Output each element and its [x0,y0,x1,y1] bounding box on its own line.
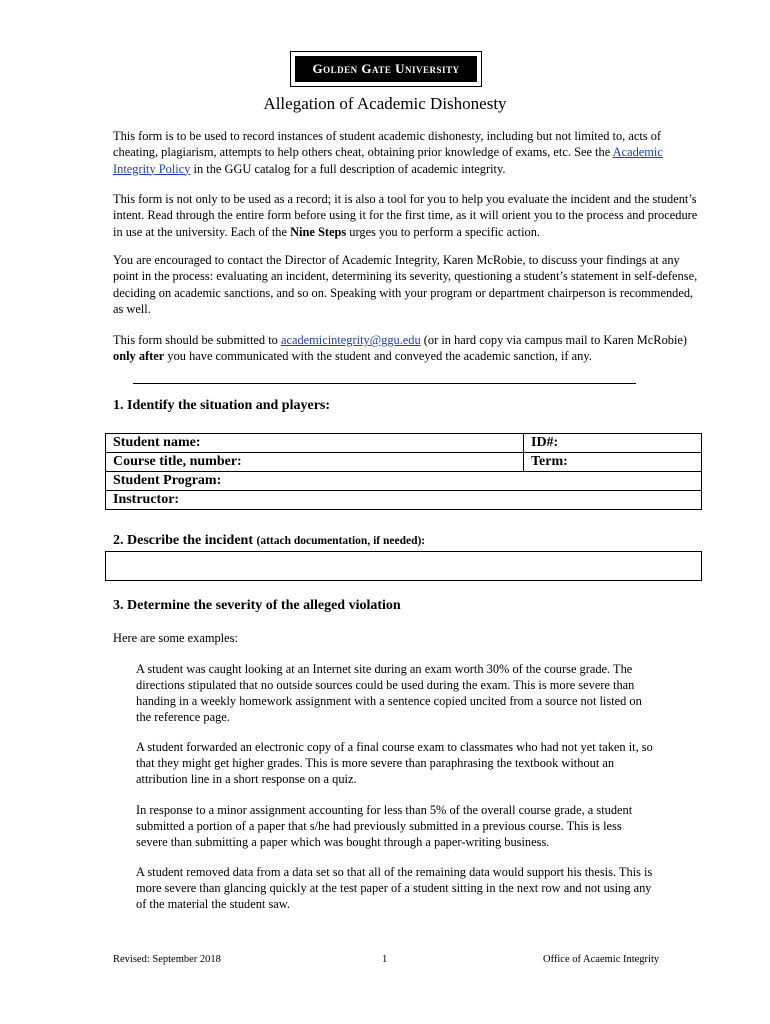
course-field[interactable]: Course title, number: [106,453,524,472]
academic-integrity-policy-link[interactable]: Academic Integrity Policy [113,145,663,176]
incident-description-box[interactable] [105,551,702,581]
section-1-heading: 1. Identify the situation and players: [113,398,331,413]
section-2-heading: 2. Describe the incident (attach documentation, if needed): [113,533,426,548]
intro-paragraph-4: This form should be submitted to academicintegrity@ggu.edu (or in hard copy via campus mail to Karen McRobie) only after you have communicated with the student and conveyed the academic sanction, if any. [113,333,688,364]
page-number: 1 [382,954,388,965]
university-logo [290,51,482,87]
example-item: In response to a minor assignment accounting for less than 5% of the overall course grade, a student submitted a portion of a paper that s/he had previously submitted in a previous course. This is less severe than submitting a paper which was bought through a paper-writing business. [136,803,633,849]
student-program-field[interactable]: Student Program: [106,472,702,491]
student-name-field[interactable]: Student name: [106,434,524,453]
student-info-table [105,433,702,510]
id-field[interactable]: ID#: [524,434,702,453]
instructor-field[interactable]: Instructor: [106,491,702,510]
logo-text: Golden Gate University [295,56,477,82]
intro-paragraph-1: This form is to be used to record instances of student academic dishonesty, including but not limited to, acts of cheating, plagiarism, attempts to help others cheat, obtaining prior knowledge of exams, etc. See the Academic Integrity Policy in the GGU catalog for a full description of academic integrity. [113,129,663,176]
office-name: Office of Acaemic Integrity [543,954,660,965]
example-item: A student removed data from a data set so that all of the remaining data would support his thesis. This is more severe than glancing quickly at the test paper of a student sitting in the next row and not using any of the material the student saw. [136,865,653,911]
term-field[interactable]: Term: [524,453,702,472]
intro-paragraph-3: You are encouraged to contact the Director of Academic Integrity, Karen McRobie, to discuss your findings at any point in the process: evaluating an incident, determining its severity, questioning a student’s statement in self-defense, deciding on academic sanctions, and so on. Speaking with your program or department chairperson is recommended, as well. [113,253,698,316]
divider-line [133,383,636,384]
example-item: A student forwarded an electronic copy of a final course exam to classmates who had not yet taken it, so that they might get higher grades. This is more severe than paraphrasing the textbook without an attribution line in a short response on a quiz. [136,740,653,786]
page-title: Allegation of Academic Dishonesty [263,94,507,113]
email-link[interactable]: academicintegrity@ggu.edu [280,333,421,347]
example-item: A student was caught looking at an Internet site during an exam worth 30% of the course grade. The directions stipulated that no outside sources could be used during the exam. This is more severe than handing in a weekly homework assignment with a sentence copied uncited from a source not listed on the reference page. [136,662,642,724]
section-3-heading: 3. Determine the severity of the alleged violation [113,598,401,613]
section-2-note: (attach documentation, if needed): [256,535,426,547]
revised-date: Revised: September 2018 [113,954,221,965]
intro-paragraph-2: This form is not only to be used as a record; it is also a tool for you to help you evaluate the incident and the student’s intent. Read through the entire form before using it for the first time, as it will orient you to the process and procedure in use at the university. Each of the Nine Steps urges you to perform a specific action. [113,192,698,239]
examples-lead: Here are some examples: [113,631,238,645]
